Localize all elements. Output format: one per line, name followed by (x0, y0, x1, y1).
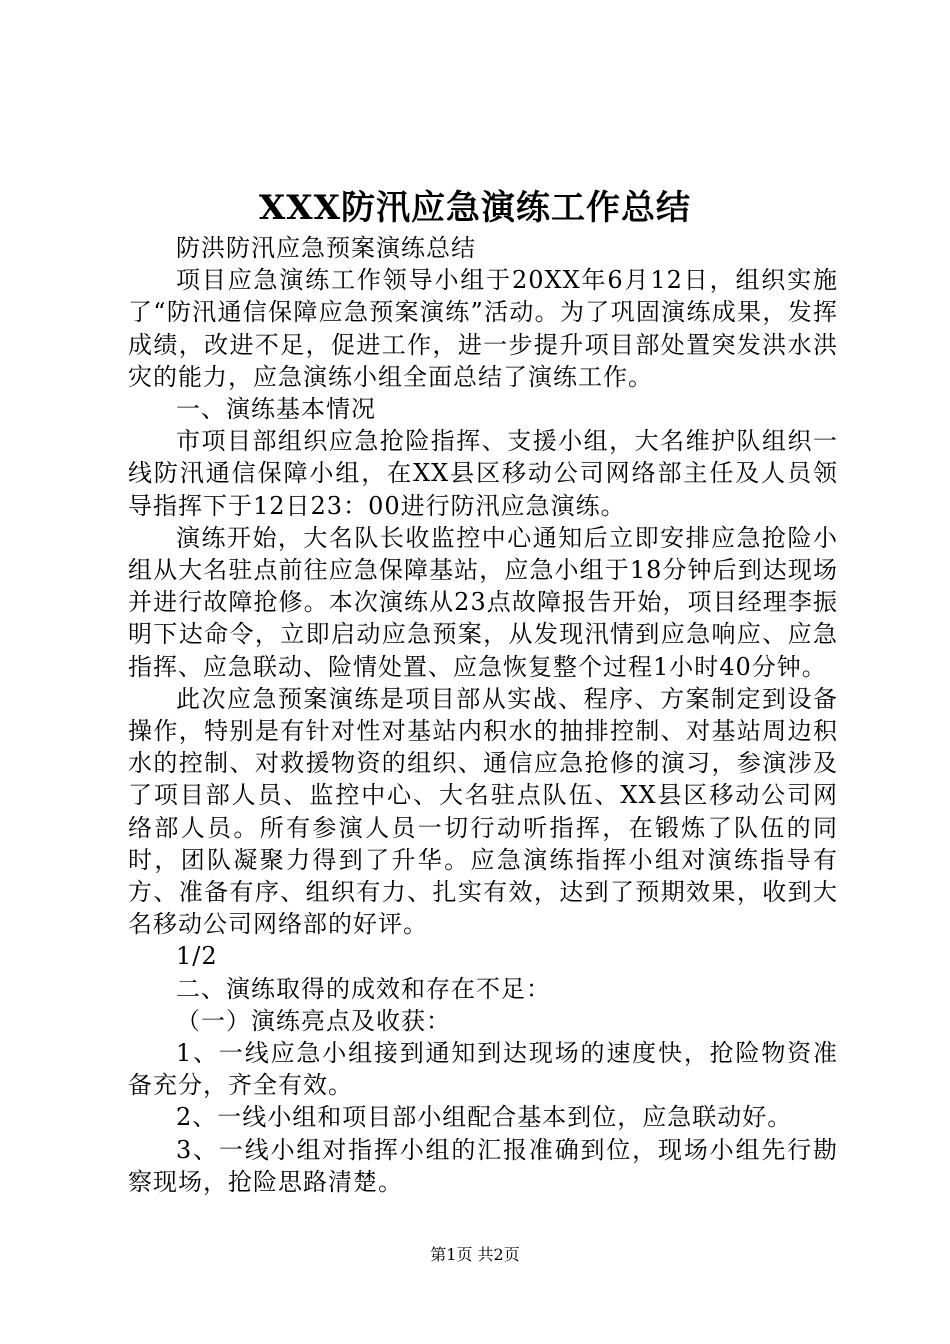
document-body (128, 232, 838, 1198)
document-title: XXX防汛应急演练工作总结 (258, 188, 692, 228)
list-item: 3、一线小组对指挥小组的汇报准确到位，现场小组先行勘察现场，抢险思路清楚。 (128, 1135, 838, 1196)
subsection-heading: （一）演练亮点及收获： (176, 1006, 451, 1035)
page-footer: 第1页 共2页 (430, 1245, 520, 1264)
section-heading-2: 二、演练取得的成效和存在不足： (176, 974, 551, 1003)
section-heading-1: 一、演练基本情况 (176, 395, 376, 424)
list-item: 2、一线小组和项目部小组配合基本到位，应急联动好。 (176, 1103, 793, 1132)
paragraph-intro: 项目应急演练工作领导小组于20XX年6月12日，组织实施了“防汛通信保障应急预案演练”活动。为了巩固演练成果，发挥成绩，改进不足，促进工作，进一步提升项目部处置突发洪水洪灾的能力，应急演练小组全面总结了演练工作。 (128, 266, 838, 391)
paragraph-basic-situation: 市项目部组织应急抢险指挥、支援小组，大名维护队组织一线防汛通信保障小组，在XX县区移动公司网络部主任及人员领导指挥下于12日23：00进行防汛应急演练。 (128, 427, 838, 520)
inline-page-marker: 1/2 (176, 942, 218, 971)
paragraph-drill-start: 演练开始，大名队长收监控中心通知后立即安排应急抢险小组从大名驻点前往应急保障基站，应急小组于18分钟后到达现场并进行故障抢修。本次演练从23点故障报告开始，项目经理李振明下达命令，立即启动应急预案，从发现汛情到应急响应、应急指挥、应急联动、险情处置、应急恢复整个过程1小时40分钟。 (128, 523, 838, 681)
list-item: 1、一线应急小组接到通知到达现场的速度快，抢险物资准备充分，齐全有效。 (128, 1039, 838, 1100)
paragraph-drill-summary: 此次应急预案演练是项目部从实战、程序、方案制定到设备操作，特别是有针对性对基站内积水的抽排控制、对基站周边积水的控制、对救援物资的组织、通信应急抢修的演习，参演涉及了项目部人员、监控中心、大名驻点队伍、XX县区移动公司网络部人员。所有参演人员一切行动听指挥，在锻炼了队伍的同时，团队凝聚力得到了升华。应急演练指挥小组对演练指导有方、准备有序、组织有力、扎实有效，达到了预期效果，收到大名移动公司网络部的好评。 (128, 684, 838, 939)
paragraph-subtitle: 防洪防汛应急预案演练总结 (176, 234, 476, 262)
